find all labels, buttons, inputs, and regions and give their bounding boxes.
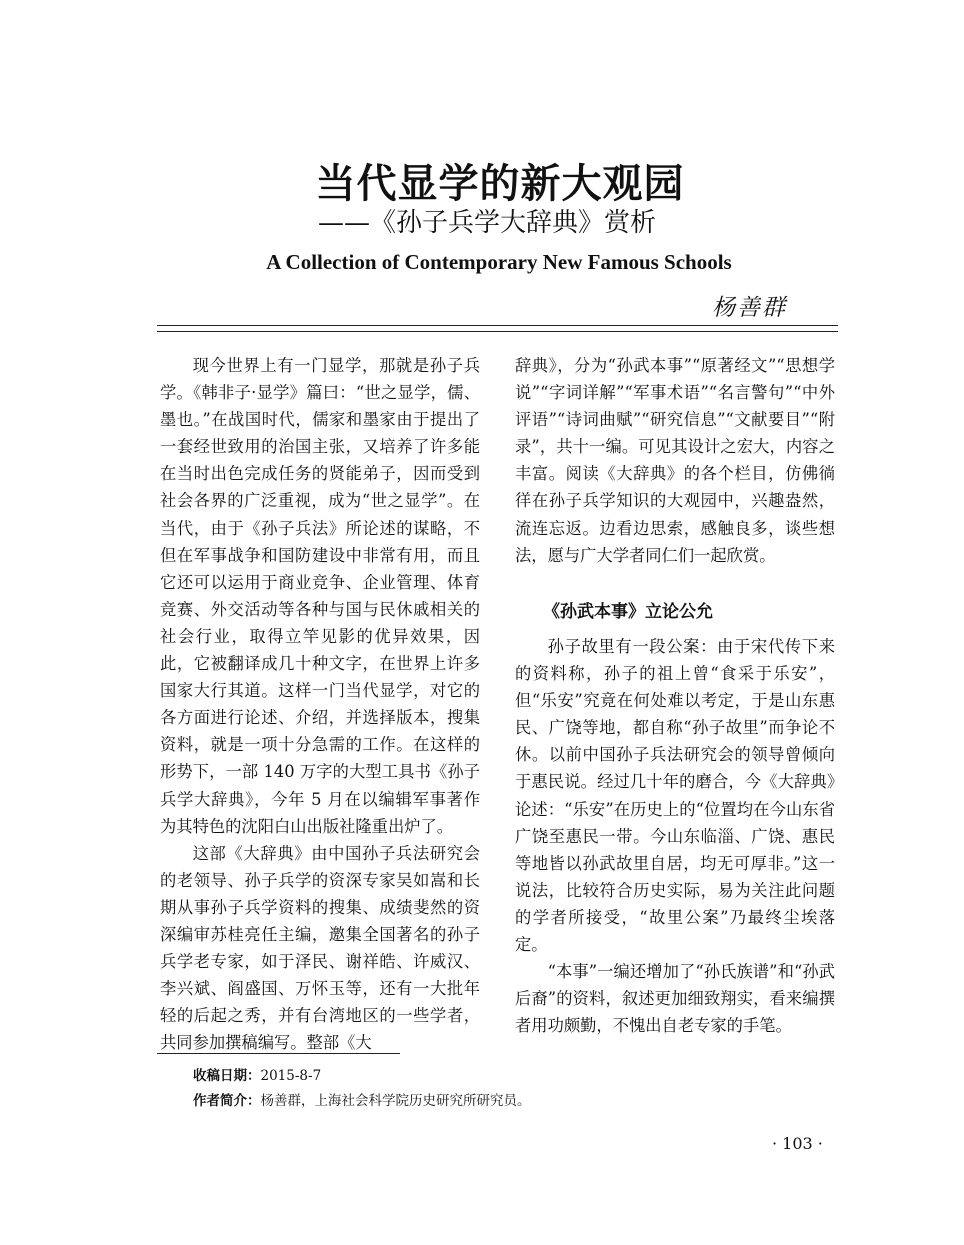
title-divider-bottom [157, 331, 838, 332]
section-heading: 《孙武本事》立论公允 [543, 602, 713, 622]
author-bio-value: 杨善群，上海社会科学院历史研究所研究员。 [260, 1093, 531, 1109]
author-bio-label: 作者简介： [193, 1093, 261, 1109]
body-paragraph: 现今世界上有一门显学，那就是孙子兵学。《韩非子·显学》篇曰：“世之显学，儒、墨也。”在战国时代，儒家和墨家由于提出了一套经世致用的治国主张，又培养了许多能在当时出色完成任务的贤能弟子，因而受到社会各界的广泛重视，成为“世之显学”。在当代，由于《孙子兵法》所论述的谋略，不但在军事战争和国防建设中非常有用，而且它还可以运用于商业竞争、企业管理、体育竞赛、外交活动等各种与国与民休戚相关的社会行业，取得立竿见影的优异效果，因此，它被翻译成几十种文字，在世界上许多国家大行其道。这样一门当代显学，对它的各方面进行论述、介绍，并选择版本，搜集资料，就是一项十分急需的工作。在这样的形势下，一部 140 万字的大型工具书《孙子兵学大辞典》，今年 5 月在以编辑军事著作为其特色的沈阳白山出版社隆重出炉了。 [160, 356, 480, 836]
body-paragraph-continued: 辞典》，分为“孙武本事”“原著经文”“思想学说”“字词详解”“军事术语”“名言警句”“中外评语”“诗词曲赋”“研究信息”“文献要目”“附录”，共十一编。可见其设计之宏大，内容之丰富。阅读《大辞典》的各个栏目，仿佛徜徉在孙子兵学知识的大观园中，兴趣盎然，流连忘返。边看边思索，感触良多，谈些想法，愿与广大学者同仁们一起欣赏。 [515, 356, 835, 565]
received-date-label: 收稿日期： [193, 1068, 261, 1084]
title-divider-top [157, 325, 838, 326]
footnote-divider [157, 1053, 400, 1054]
right-column-section [515, 633, 835, 1039]
article-title: 当代显学的新大观园 [315, 161, 685, 207]
left-column [160, 352, 480, 1056]
received-date-note [193, 1064, 321, 1084]
body-paragraph: 孙子故里有一段公案：由于宋代传下来的资料称，孙子的祖上曾“食采于乐安”，但“乐安”究竟在何处难以考定，于是山东惠民、广饶等地，都自称“孙子故里”而争论不休。以前中国孙子兵法研究会的领导曾倾向于惠民说。经过几十年的磨合，今《大辞典》论述：“乐安”在历史上的“位置均在今山东省广饶至惠民一带。今山东临淄、广饶、惠民等地皆以孙武故里自居，均无可厚非。”这一说法，比较符合历史实际，易为关注此问题的学者所接受，“故里公案”乃最终尘埃落定。 [515, 637, 835, 955]
author-name: 杨善群 [712, 295, 787, 321]
author-bio-note [193, 1089, 531, 1109]
english-title: A Collection of Contemporary New Famous Schools [266, 250, 732, 274]
article-subtitle: ——《孙子兵学大辞典》赏析 [318, 208, 657, 238]
body-paragraph: 这部《大辞典》由中国孙子兵法研究会的老领导、孙子兵学的资深专家吴如嵩和长期从事孙子兵学资料的搜集、成绩斐然的资深编审苏桂亮任主编，邀集全国著名的孙子兵学老专家，如于泽民、谢祥皓、许威汉、李兴斌、阎盛国、万怀玉等，还有一大批年轻的后起之秀，并有台湾地区的一些学者，共同参加撰稿编写。整部《大 [160, 843, 480, 1053]
page-number: · 103 · [772, 1134, 823, 1153]
right-column-intro [515, 352, 835, 569]
received-date-value: 2015-8-7 [260, 1068, 322, 1084]
body-paragraph: “本事”一编还增加了“孙氏族谱”和“孙武后裔”的资料，叙述更加细致翔实，看来编撰者用功颇勤，不愧出自老专家的手笔。 [515, 962, 835, 1036]
